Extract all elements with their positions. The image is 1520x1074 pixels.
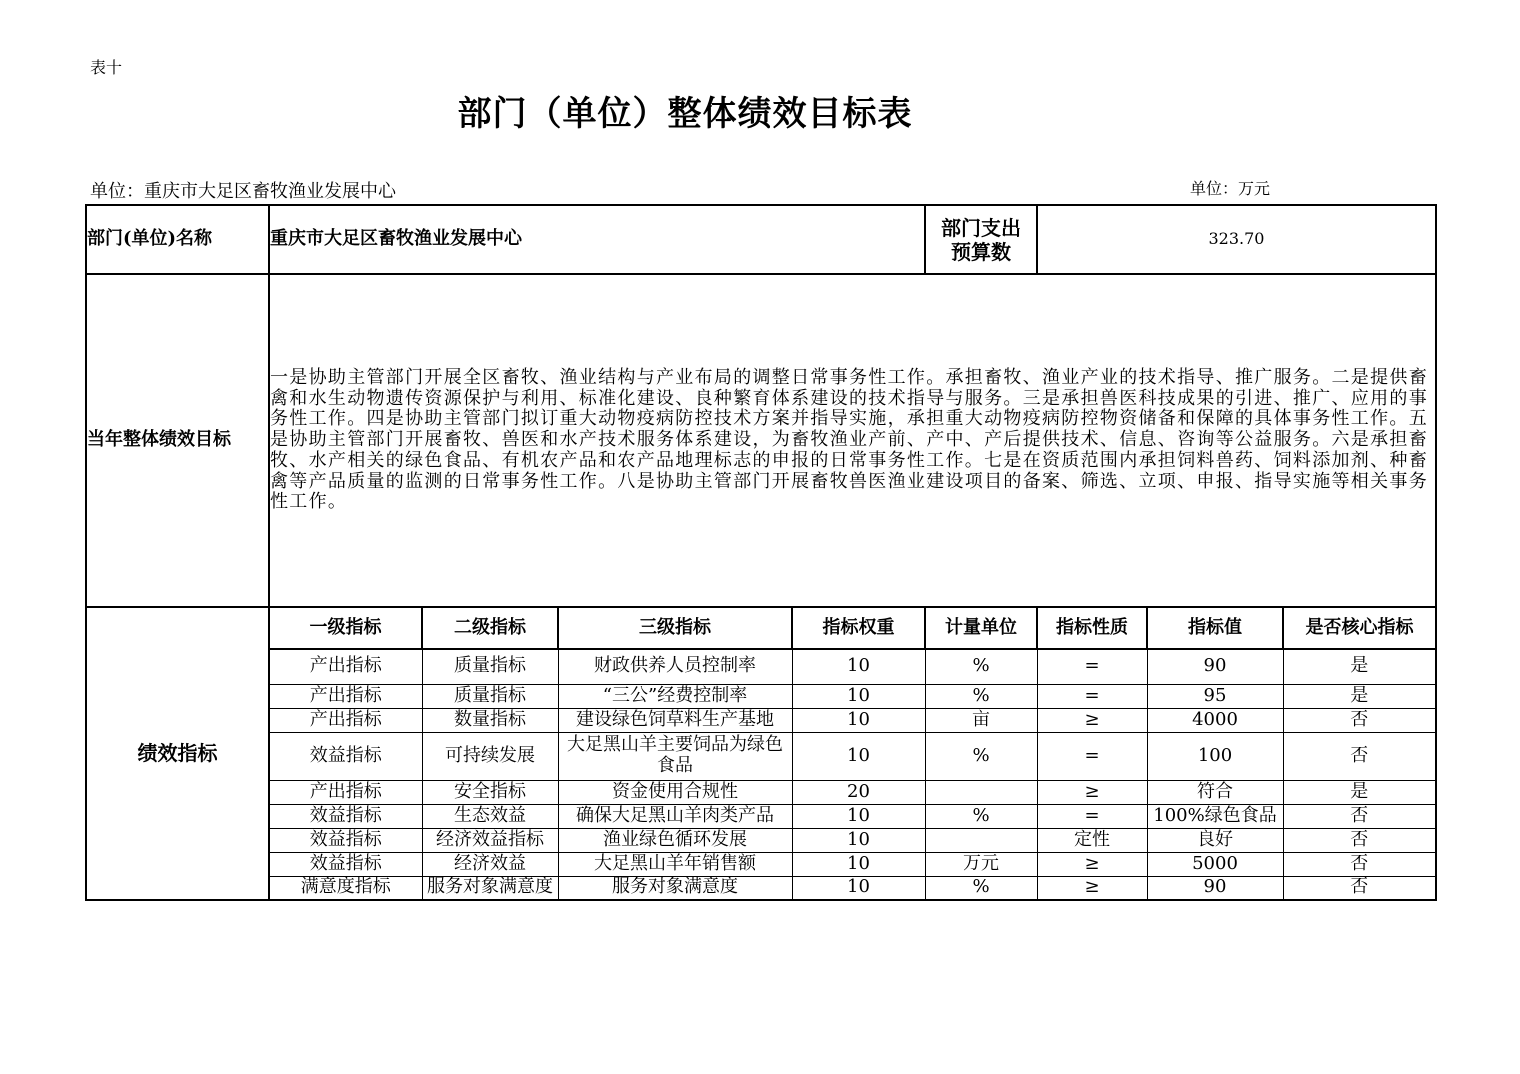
col-unit-header: 计量单位 — [925, 607, 1037, 649]
col-value-cell: 90 — [1147, 649, 1283, 684]
col-nature-cell: 定性 — [1037, 828, 1147, 852]
col-level2-cell: 质量指标 — [422, 684, 558, 708]
col-unit-cell — [925, 780, 1037, 804]
col-level3-cell: “三公”经费控制率 — [558, 684, 792, 708]
col-level3-cell: 确保大足黑山羊肉类产品 — [558, 804, 792, 828]
col-level1-cell: 效益指标 — [269, 732, 422, 780]
col-weight-cell: 10 — [792, 684, 925, 708]
col-level2-cell: 可持续发展 — [422, 732, 558, 780]
dept-name-value: 重庆市大足区畜牧渔业发展中心 — [269, 205, 925, 274]
col-value-cell: 100 — [1147, 732, 1283, 780]
col-nature-cell: = — [1037, 684, 1147, 708]
col-value-cell: 4000 — [1147, 708, 1283, 732]
col-weight-cell: 10 — [792, 708, 925, 732]
col-level1-cell: 产出指标 — [269, 708, 422, 732]
col-nature-cell: ≥ — [1037, 876, 1147, 900]
col-nature-cell: ≥ — [1037, 780, 1147, 804]
col-level1-cell: 产出指标 — [269, 684, 422, 708]
table-row — [86, 780, 1436, 804]
col-core-cell: 否 — [1283, 828, 1436, 852]
col-level1-cell: 效益指标 — [269, 852, 422, 876]
col-level1-cell: 产出指标 — [269, 649, 422, 684]
col-weight-cell: 10 — [792, 804, 925, 828]
table-number: 表十 — [90, 58, 123, 77]
col-core-cell: 否 — [1283, 876, 1436, 900]
col-weight-cell: 10 — [792, 852, 925, 876]
indicators-label: 绩效指标 — [86, 607, 269, 900]
table-row — [86, 684, 1436, 708]
col-nature-cell: = — [1037, 649, 1147, 684]
unit-organization: 单位：重庆市大足区畜牧渔业发展中心 — [90, 181, 396, 202]
col-level1-cell: 产出指标 — [269, 780, 422, 804]
col-level3-cell: 渔业绿色循环发展 — [558, 828, 792, 852]
col-level2-cell: 经济效益指标 — [422, 828, 558, 852]
col-unit-cell: % — [925, 732, 1037, 780]
unit-currency: 单位：万元 — [1190, 179, 1271, 198]
col-unit-cell: % — [925, 876, 1037, 900]
col-level3-header: 三级指标 — [558, 607, 792, 649]
table-row — [86, 732, 1436, 780]
table-row — [86, 708, 1436, 732]
col-value-cell: 5000 — [1147, 852, 1283, 876]
col-value-cell: 95 — [1147, 684, 1283, 708]
col-unit-cell: % — [925, 649, 1037, 684]
col-value-cell: 符合 — [1147, 780, 1283, 804]
col-weight-header: 指标权重 — [792, 607, 925, 649]
col-level3-cell: 大足黑山羊主要饲品为绿色食品 — [558, 732, 792, 780]
col-level2-header: 二级指标 — [422, 607, 558, 649]
table-row — [86, 852, 1436, 876]
col-core-cell: 是 — [1283, 684, 1436, 708]
performance-table — [85, 204, 1437, 901]
col-weight-cell: 10 — [792, 649, 925, 684]
col-unit-cell: 万元 — [925, 852, 1037, 876]
col-weight-cell: 10 — [792, 876, 925, 900]
table-row — [86, 876, 1436, 900]
col-nature-cell: ≥ — [1037, 708, 1147, 732]
col-core-header: 是否核心指标 — [1283, 607, 1436, 649]
page-title: 部门（单位）整体绩效目标表 — [457, 94, 913, 134]
col-level2-cell: 生态效益 — [422, 804, 558, 828]
col-level3-cell: 建设绿色饲草料生产基地 — [558, 708, 792, 732]
table-row — [86, 804, 1436, 828]
col-level1-header: 一级指标 — [269, 607, 422, 649]
goal-label: 当年整体绩效目标 — [86, 274, 269, 607]
col-level2-cell: 数量指标 — [422, 708, 558, 732]
col-core-cell: 否 — [1283, 732, 1436, 780]
col-level1-cell: 效益指标 — [269, 804, 422, 828]
col-nature-cell: ≥ — [1037, 852, 1147, 876]
col-level3-cell: 资金使用合规性 — [558, 780, 792, 804]
col-nature-cell: = — [1037, 732, 1147, 780]
col-level2-cell: 质量指标 — [422, 649, 558, 684]
budget-label: 部门支出预算数 — [925, 205, 1037, 274]
col-level3-cell: 财政供养人员控制率 — [558, 649, 792, 684]
budget-value: 323.70 — [1037, 205, 1436, 274]
col-core-cell: 否 — [1283, 852, 1436, 876]
col-level1-cell: 效益指标 — [269, 828, 422, 852]
col-level1-cell: 满意度指标 — [269, 876, 422, 900]
col-weight-cell: 20 — [792, 780, 925, 804]
col-weight-cell: 10 — [792, 828, 925, 852]
col-unit-cell — [925, 828, 1037, 852]
col-value-cell: 90 — [1147, 876, 1283, 900]
table-row — [86, 828, 1436, 852]
col-core-cell: 是 — [1283, 649, 1436, 684]
col-core-cell: 是 — [1283, 780, 1436, 804]
goal-text: 一是协助主管部门开展全区畜牧、渔业结构与产业布局的调整日常事务性工作。承担畜牧、渔业产业的技术指导、推广服务。二是提供畜禽和水生动物遗传资源保护与利用、标准化建设、良种繁育体系建设的技术指导与服务。三是承担兽医科技成果的引进、推广、应用的事务性工作。四是协助主管部门拟订重大动物疫病防控技术方案并指导实施，承担重大动物疫病防控物资储备和保障的具体事务性工作。五是协助主管部门开展畜牧、兽医和水产技术服务体系建设，为畜牧渔业产前、产中、产后提供技术、信息、咨询等公益服务。六是承担畜牧、水产相关的绿色食品、有机农产品和农产品地理标志的申报的日常事务性工作。七是在资质范围内承担饲料兽药、饲料添加剂、种畜禽等产品质量的监测的日常事务性工作。八是协助主管部门开展畜牧兽医渔业建设项目的备案、筛选、立项、申报、指导实施等相关事务性工作。 — [269, 274, 1436, 607]
dept-name-label: 部门(单位)名称 — [86, 205, 269, 274]
col-core-cell: 否 — [1283, 804, 1436, 828]
col-value-cell: 100%绿色食品 — [1147, 804, 1283, 828]
col-weight-cell: 10 — [792, 732, 925, 780]
col-level3-cell: 服务对象满意度 — [558, 876, 792, 900]
col-value-cell: 良好 — [1147, 828, 1283, 852]
col-level2-cell: 服务对象满意度 — [422, 876, 558, 900]
col-core-cell: 否 — [1283, 708, 1436, 732]
col-unit-cell: % — [925, 804, 1037, 828]
table-row — [86, 649, 1436, 684]
col-unit-cell: 亩 — [925, 708, 1037, 732]
col-level3-cell: 大足黑山羊年销售额 — [558, 852, 792, 876]
col-nature-cell: = — [1037, 804, 1147, 828]
col-level2-cell: 经济效益 — [422, 852, 558, 876]
col-unit-cell: % — [925, 684, 1037, 708]
col-nature-header: 指标性质 — [1037, 607, 1147, 649]
col-level2-cell: 安全指标 — [422, 780, 558, 804]
col-value-header: 指标值 — [1147, 607, 1283, 649]
